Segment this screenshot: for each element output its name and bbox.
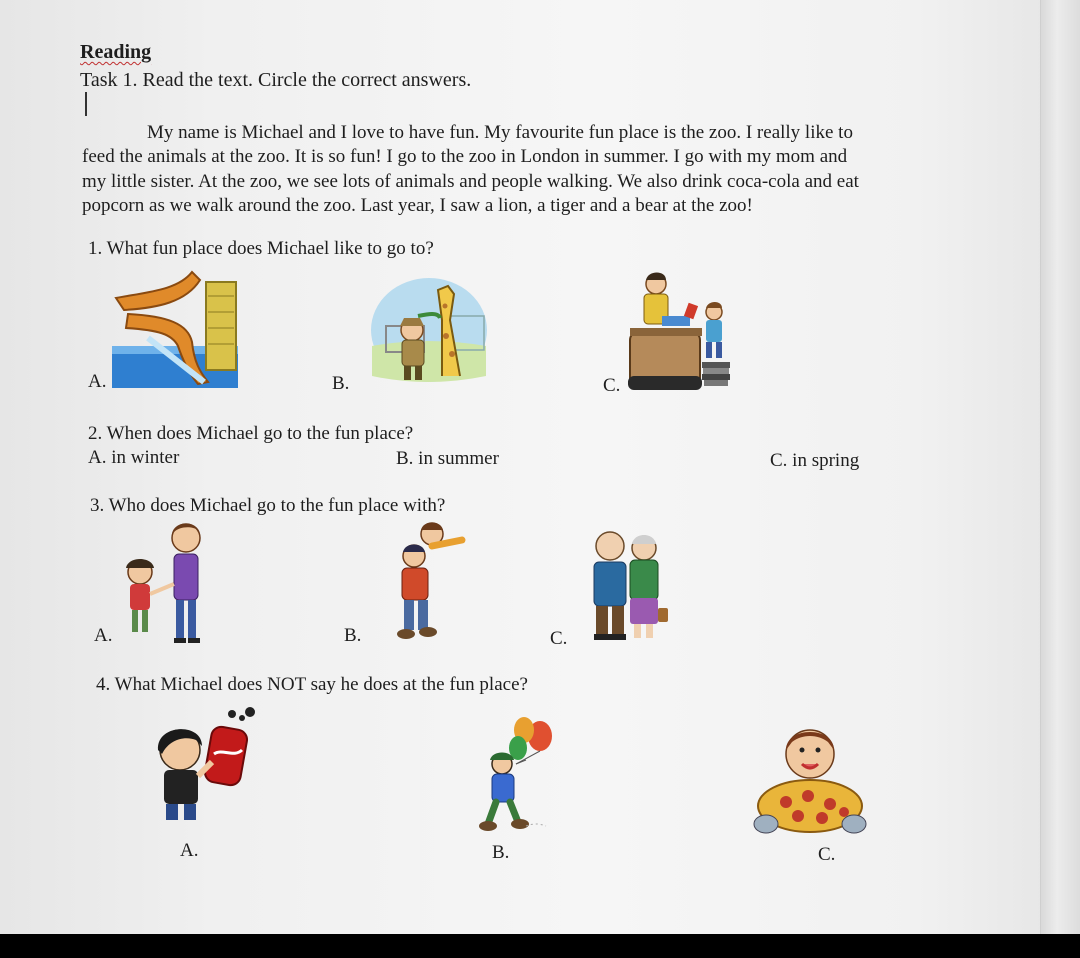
passage-line-1: My name is Michael and I love to have fun. My favourite fun place is the zoo. I really like to — [147, 122, 853, 143]
q2-option-c: C. in spring — [770, 450, 860, 471]
mom-and-girl-icon — [118, 518, 214, 646]
pizza-eating-icon — [752, 720, 868, 842]
monitor-edge — [1040, 0, 1080, 934]
q4-option-b-label: B. — [492, 842, 510, 863]
q1-option-b-label: B. — [332, 373, 350, 394]
text-cursor — [85, 92, 87, 116]
task-instruction: Task 1. Read the text. Circle the correct answers. — [80, 69, 472, 91]
q3-option-c-label: C. — [550, 628, 568, 649]
grandparents-icon — [586, 528, 670, 642]
q2-option-a: A. in winter — [88, 447, 180, 468]
q3-option-b-label: B. — [344, 625, 362, 646]
question-2-text: 2. When does Michael go to the fun place? — [88, 423, 414, 444]
passage-line-3: my little sister. At the zoo, we see lots of animals and people walking. We also drink coca-cola and eat — [82, 171, 859, 192]
q4-option-c-label: C. — [818, 844, 836, 865]
q4-option-a-label: A. — [180, 840, 199, 861]
question-4-text: 4. What Michael does NOT say he does at the fun place? — [96, 674, 528, 695]
passage-line-2: feed the animals at the zoo. It is so fun! I go to the zoo in London in summer. I go with my mom and — [82, 146, 848, 167]
balloons-walking-icon — [466, 714, 562, 838]
waterslide-icon — [108, 262, 240, 390]
passage-line-4: popcorn as we walk around the zoo. Last year, I saw a lion, a tiger and a bear at the zoo! — [82, 195, 753, 216]
library-desk-icon — [626, 266, 734, 396]
q3-option-a-label: A. — [94, 625, 113, 646]
heading-reading: Reading — [80, 41, 152, 63]
question-3-text: 3. Who does Michael go to the fun place with? — [90, 495, 446, 516]
zoo-giraffe-icon — [368, 276, 490, 386]
q1-option-a-label: A. — [88, 371, 107, 392]
q1-option-c-label: C. — [603, 375, 621, 396]
coca-cola-drink-icon — [146, 706, 258, 824]
q2-option-b: B. in summer — [396, 448, 499, 469]
question-1-text: 1. What fun place does Michael like to go to? — [88, 238, 434, 259]
friends-playing-icon — [392, 520, 472, 646]
